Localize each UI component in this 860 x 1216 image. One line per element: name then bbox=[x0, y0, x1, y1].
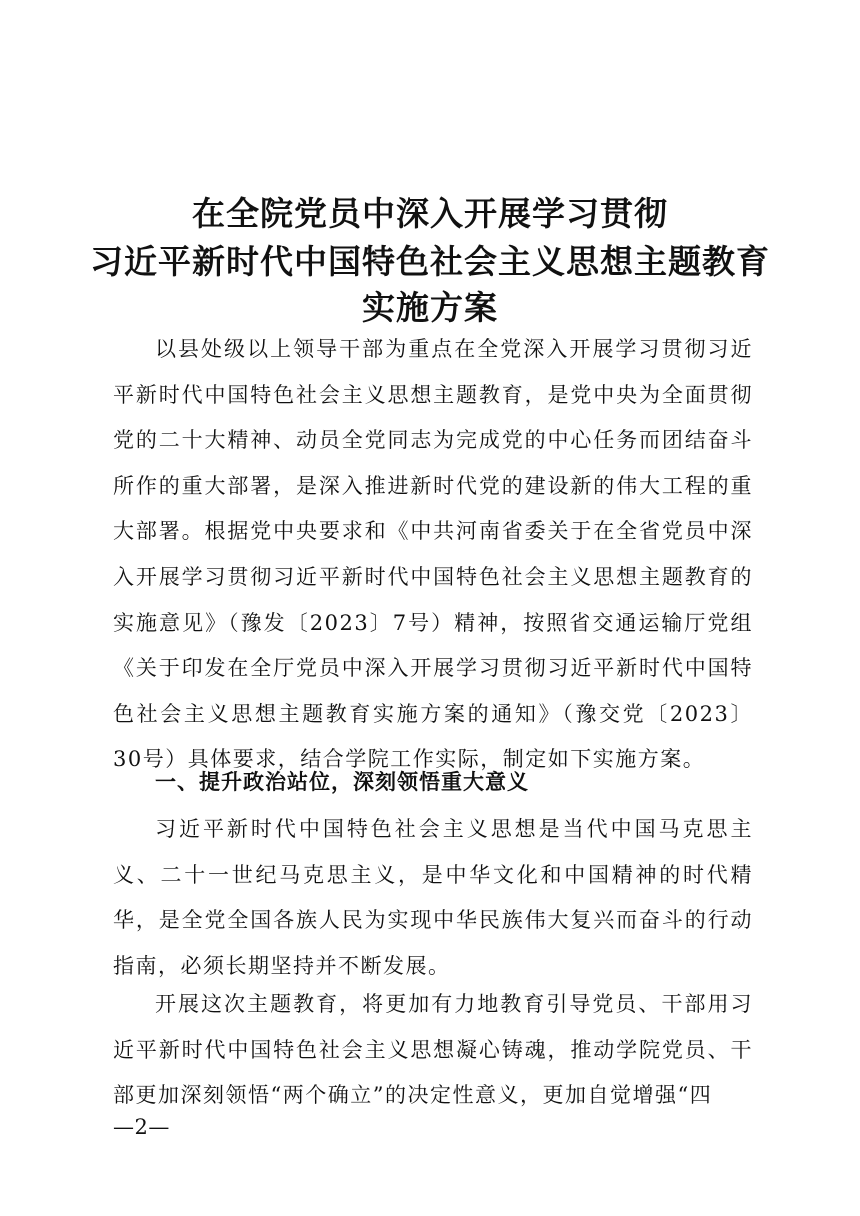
intro-paragraph: 以县处级以上领导干部为重点在全党深入开展学习贯彻习近平新时代中国特色社会主义思想主题教育，是党中央为全面贯彻党的二十大精神、动员全党同志为完成党的中心任务而团结奋斗所作的重大部署，是深入推进新时代党的建设新的伟大工程的重大部署。根据党中央要求和《中共河南省委关于在全省党员中深入开展学习贯彻习近平新时代中国特色社会主义思想主题教育的实施意见》（豫发〔2023〕7号）精神，按照省交通运输厅党组《关于印发在全厅党员中深入开展学习贯彻习近平新时代中国特色社会主义思想主题教育实施方案的通知》（豫交党〔2023〕30号）具体要求，结合学院工作实际，制定如下实施方案。 bbox=[113, 337, 753, 772]
body-paragraph-1: 习近平新时代中国特色社会主义思想是当代中国马克思主义、二十一世纪马克思主义，是中华文化和中国精神的时代精华，是全党全国各族人民为实现中华民族伟大复兴而奋斗的行动指南，必须长期坚持并不断发展。 bbox=[113, 817, 753, 978]
section-heading-1: 一、提升政治站位，深刻领悟重大意义 bbox=[155, 770, 529, 794]
body-paragraph-2: 开展这次主题教育，将更加有力地教育引导党员、干部用习近平新时代中国特色社会主义思想凝心铸魂，推动学院党员、干部更加深刻领悟“两个确立”的决定性意义，更加自觉增强“四 bbox=[113, 992, 753, 1108]
document-title-line-1: 在全院党员中深入开展学习贯彻 bbox=[192, 194, 668, 233]
page-number: —2— bbox=[113, 1115, 170, 1139]
document-title-line-3: 实施方案 bbox=[362, 288, 498, 327]
document-title-line-2: 习近平新时代中国特色社会主义思想主题教育 bbox=[90, 242, 770, 281]
